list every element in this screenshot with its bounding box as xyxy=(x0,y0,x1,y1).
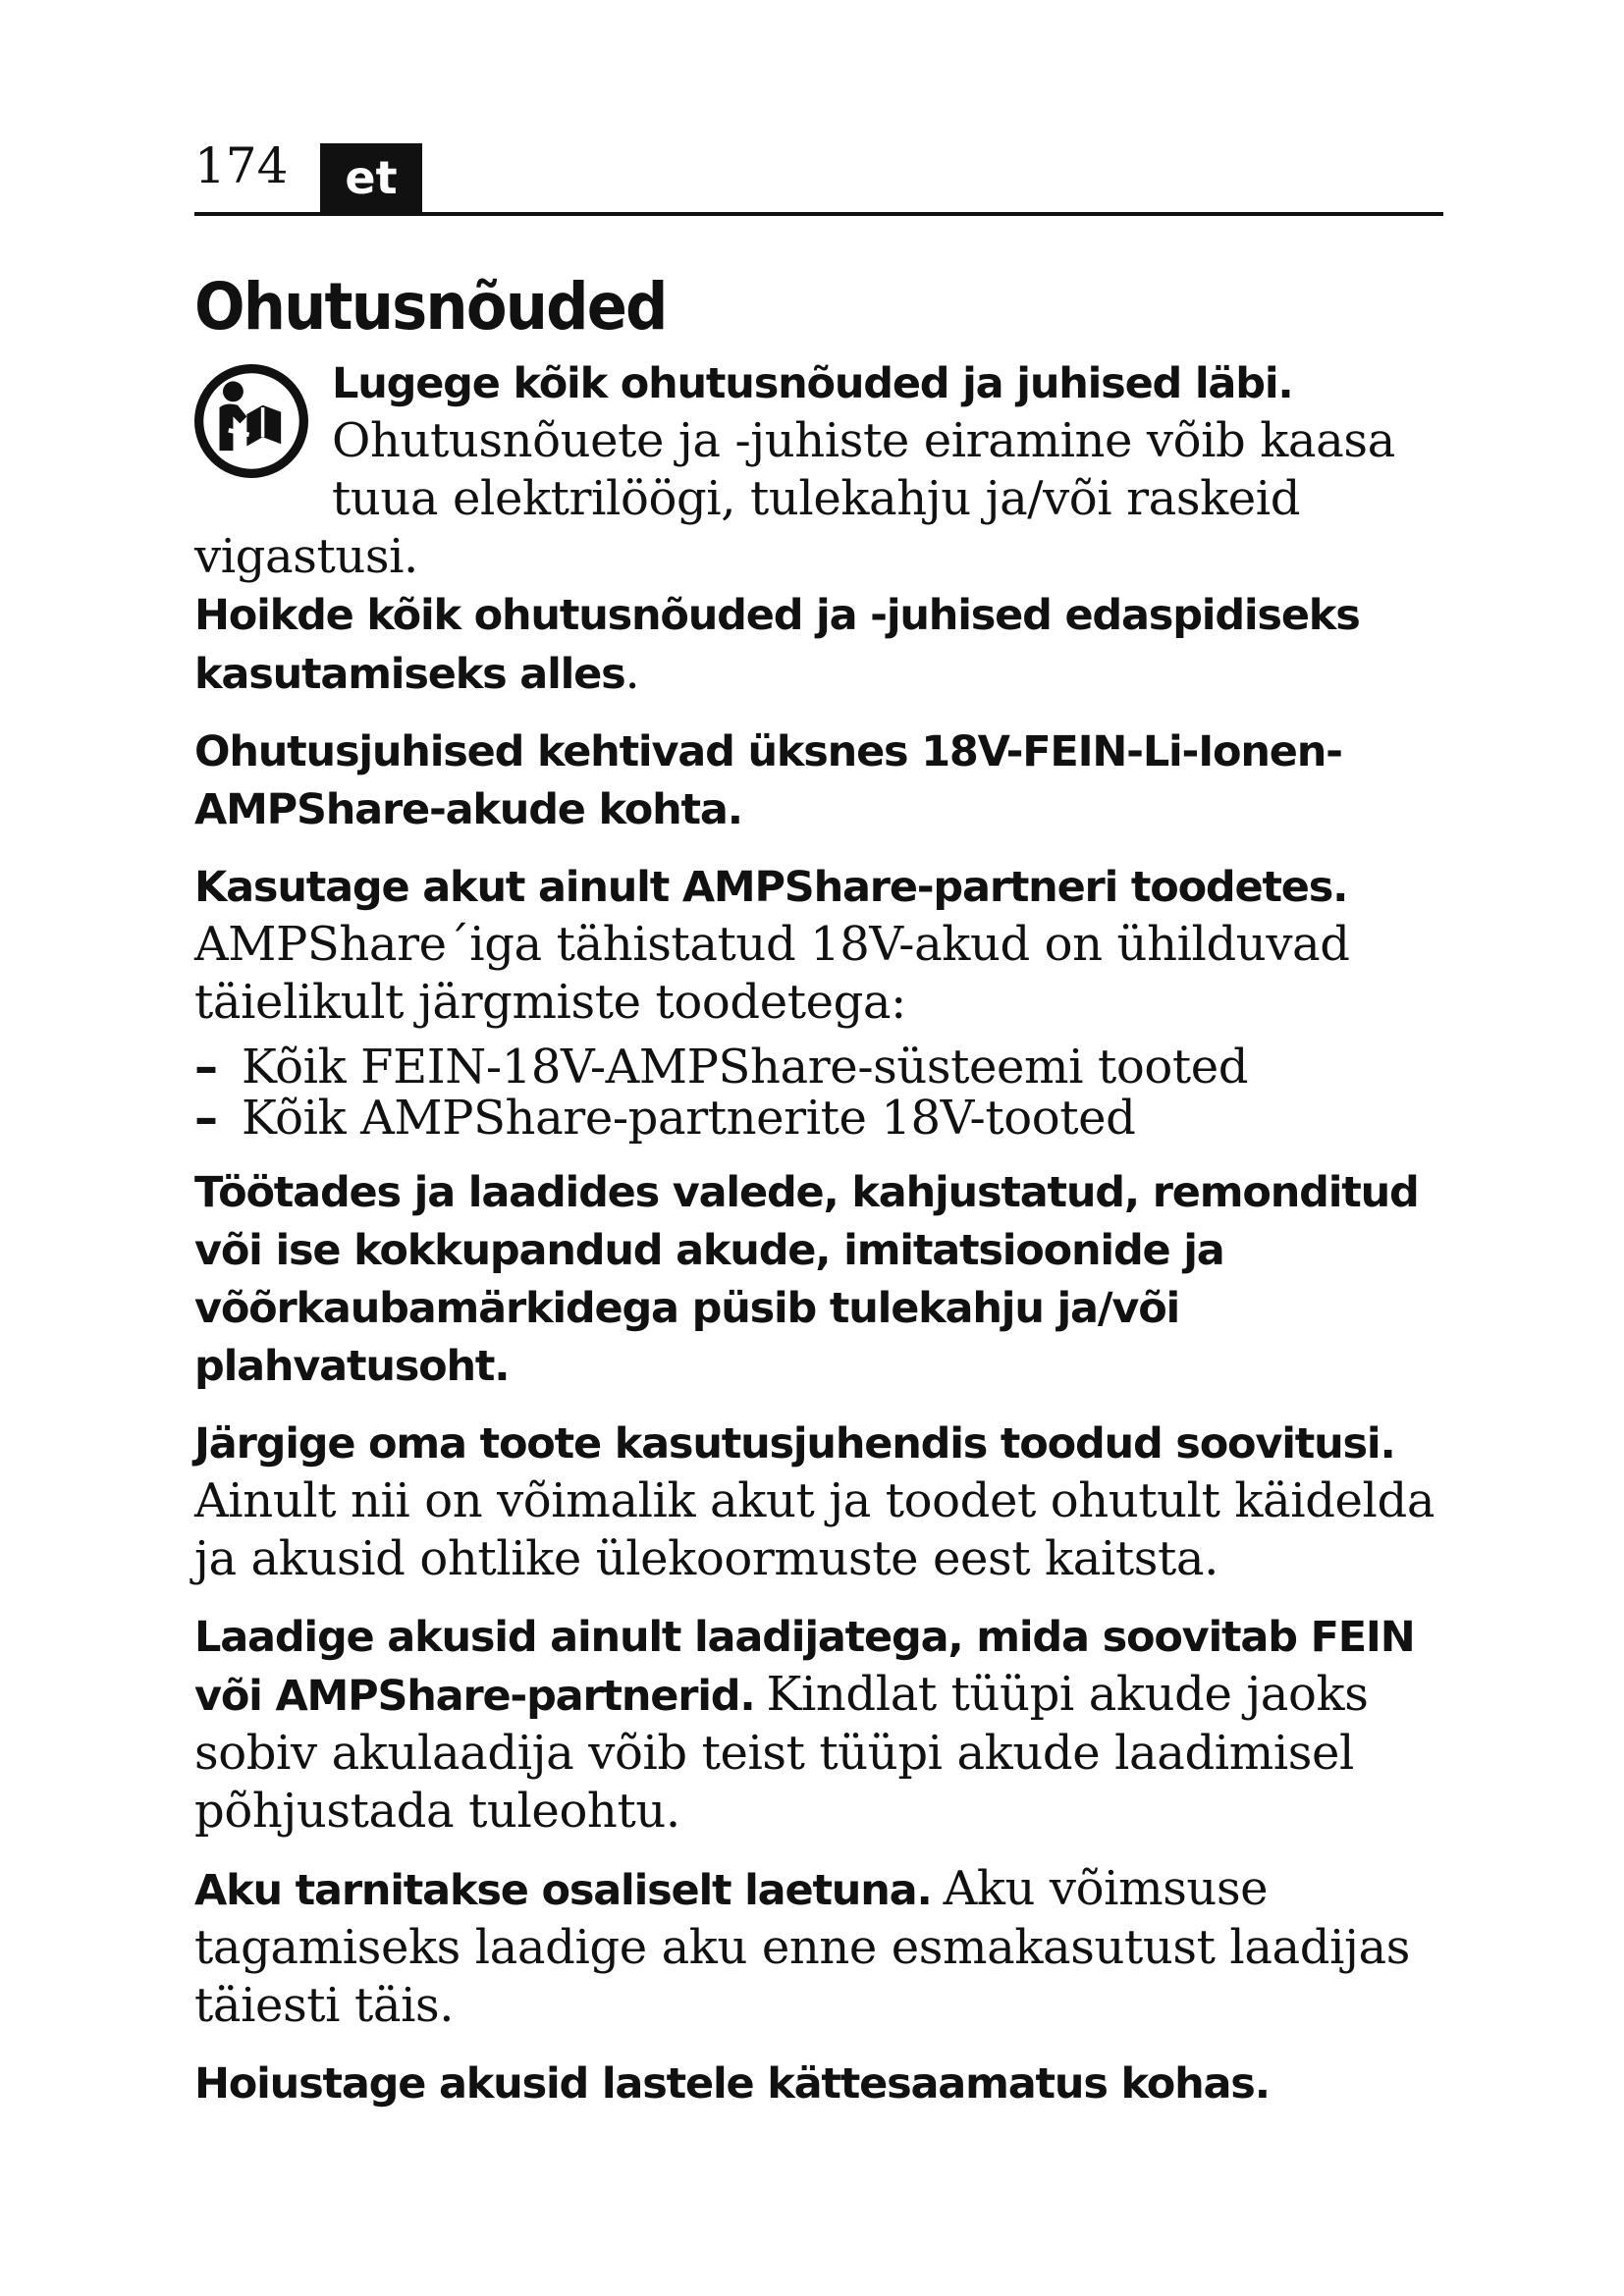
intro-keep: Hoikde kõik ohutusnõuded ja -juhised edaspidiseks kasutamiseks alles xyxy=(194,591,1360,700)
section-bold: Ohutusjuhised kehtivad üksnes 18V-FEIN-Li-Ionen-AMPShare-akude kohta. xyxy=(194,727,1342,835)
section-storage xyxy=(194,2055,1443,2112)
intro-period: . xyxy=(624,645,640,701)
manual-page xyxy=(194,133,1443,2132)
read-manual-icon xyxy=(194,364,308,478)
page-number: 174 xyxy=(194,137,289,194)
section-bold: Aku tarnitakse osaliselt laetuna. xyxy=(194,1866,932,1916)
list-item xyxy=(194,1041,1443,1093)
section-chargers xyxy=(194,1608,1443,1841)
list-item xyxy=(194,1091,1443,1147)
language-badge: et xyxy=(320,143,422,212)
section-bold: Töötades ja laadides valede, kahjustatud, remonditud või ise kokkupandud akude, imitatsioonide ja võõrkaubamärkidega püsib tulekahju ja/või plahvatusoht. xyxy=(194,1168,1419,1392)
section-text: Kindlat tüüpi akude jaoks sobiv akulaadija võib teist tüüpi akude laadimisel põhjustada tuleohtu. xyxy=(194,1667,1369,1840)
intro-paragraph xyxy=(194,354,1443,703)
section-fire-risk xyxy=(194,1163,1443,1395)
section-validity xyxy=(194,722,1443,838)
compatible-products-list xyxy=(194,1040,1443,1147)
section-bold: Hoiustage akusid lastele kättesaamatus kohas. xyxy=(194,2059,1270,2109)
list-item-text: Kõik FEIN-18V-AMPShare-süsteemi tooted xyxy=(242,1040,1249,1095)
section-bold: Laadige akusid ainult laadijatega, mida soovitab FEIN või AMPShare-partnerid. xyxy=(194,1613,1415,1722)
intro-bold: Lugege kõik ohutusnõuded ja juhised läbi. xyxy=(332,359,1293,409)
section-text: Ainult nii on võimalik akut ja toodet ohutult käidelda ja akusid ohtlike ülekoormuste eest kaitsta. xyxy=(194,1473,1435,1587)
page-title: Ohutusnõuded xyxy=(194,269,667,345)
dash-marker: – xyxy=(194,1040,218,1095)
section-text: AMPShare´iga tähistatud 18V-akud on ühilduvad täielikult järgmiste toodetega: xyxy=(194,917,1350,1031)
section-partial-charge xyxy=(194,1860,1443,2035)
page-header xyxy=(194,133,1443,216)
intro-text: Ohutusnõuete ja -juhiste eiramine võib kaasa tuua elektrilöögi, tulekahju ja/või raskeid vigastusi. xyxy=(194,413,1395,585)
dash-marker: – xyxy=(194,1091,218,1147)
list-item-text: Kõik AMPShare-partnerite 18V-tooted xyxy=(242,1091,1136,1147)
section-ampshare-use xyxy=(194,858,1443,1032)
section-text: Aku võimsuse tagamiseks laadige aku enne esmakasutust laadijas täiesti täis. xyxy=(194,1861,1410,2034)
section-follow-manual xyxy=(194,1415,1443,1588)
section-bold: Järgige oma toote kasutusjuhendis toodud soovitusi. xyxy=(194,1419,1395,1469)
section-bold: Kasutage akut ainult AMPShare-partneri toodetes. xyxy=(194,863,1348,913)
